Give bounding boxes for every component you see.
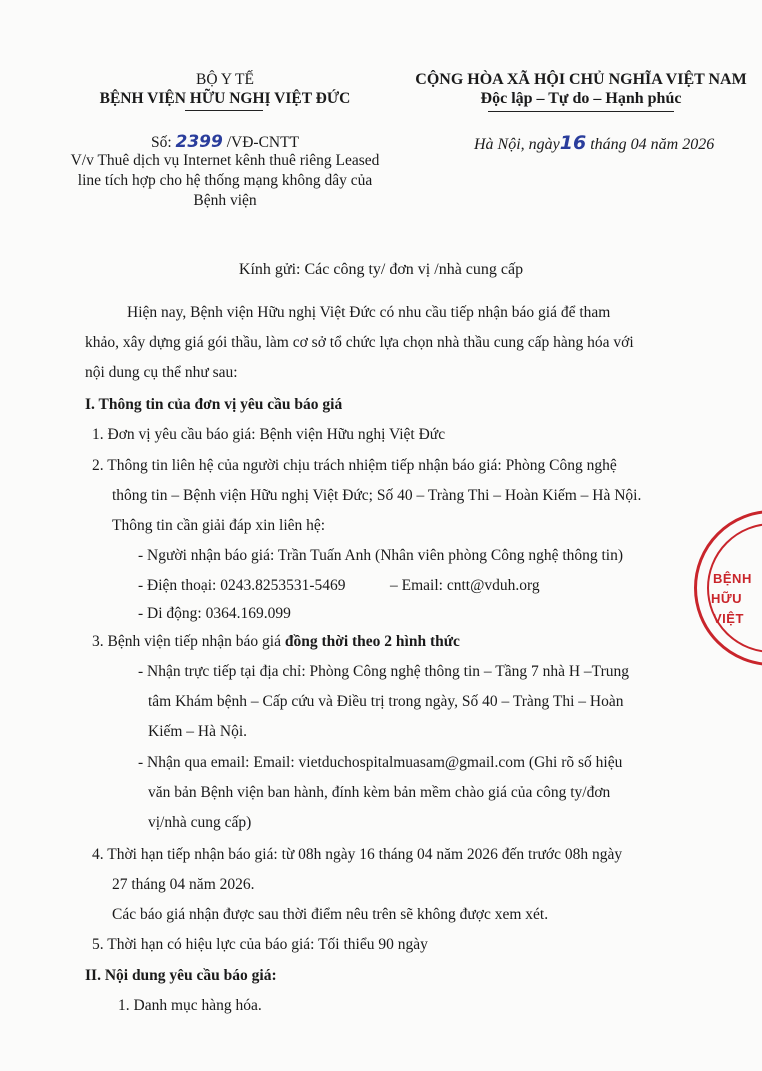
email-line-1: - Nhận qua email: Email: vietduchospitalmuasam@gmail.com (Ghi rõ số hiệu [138, 754, 623, 771]
official-stamp [694, 510, 762, 666]
intro-line-1: Hiện nay, Bệnh viện Hữu nghị Việt Đức có nhu cầu tiếp nhận báo giá để tham [127, 304, 611, 321]
date-prefix: Hà Nội, ngày [474, 136, 560, 153]
date-day-handwritten: 16 [559, 132, 587, 154]
country-motto: Độc lập – Tự do – Hạnh phúc [480, 90, 682, 107]
contact-person: - Người nhận báo giá: Trần Tuấn Anh (Nhân viên phòng Công nghệ thông tin) [138, 547, 624, 564]
hospital-name: BỆNH VIỆN HỮU NGHỊ VIỆT ĐỨC [99, 90, 351, 107]
section-1-title: I. Thông tin của đơn vị yêu cầu báo giá [85, 396, 343, 413]
section-1-item-5: 5. Thời hạn có hiệu lực của báo giá: Tối thiểu 90 ngày [92, 936, 428, 953]
contact-phone: - Điện thoại: 0243.8253531-5469 [138, 577, 346, 594]
section-1-item-2-line-3: Thông tin cần giải đáp xin liên hệ: [112, 517, 326, 534]
doc-number-suffix: /VĐ-CNTT [222, 134, 300, 151]
recipient-line: Kính gửi: Các công ty/ đơn vị /nhà cung cấp [238, 261, 524, 278]
doc-number-handwritten: 2399 [175, 132, 223, 152]
ministry-name: BỘ Y TẾ [196, 71, 254, 88]
section-1-item-3 [92, 634, 460, 650]
section-2-item-1: 1. Danh mục hàng hóa. [118, 997, 262, 1014]
item-3-prefix: 3. Bệnh viện tiếp nhận báo giá [92, 633, 285, 650]
contact-email: – Email: cntt@vduh.org [390, 577, 540, 594]
email-line-3: vị/nhà cung cấp) [148, 814, 252, 831]
country-name: CỘNG HÒA XÃ HỘI CHỦ NGHĨA VIỆT NAM [415, 71, 747, 88]
date-suffix: tháng 04 năm 2026 [586, 136, 715, 153]
subject-line-2: line tích hợp cho hệ thống mạng không dây của [77, 172, 373, 189]
doc-number-label: Số: [150, 134, 176, 151]
section-1-item-2-line-2: thông tin – Bệnh viện Hữu nghị Việt Đức; Số 40 – Tràng Thi – Hoàn Kiếm – Hà Nội. [112, 487, 642, 504]
motto-underline [488, 111, 674, 112]
doc-number [80, 132, 370, 152]
subject-line-3: Bệnh viện [193, 192, 257, 209]
email-line-2: văn bản Bệnh viện ban hành, đính kèm bản mềm chào giá của công ty/đơn [148, 784, 611, 801]
date-line [474, 132, 714, 154]
section-1-item-4-line-1: 4. Thời hạn tiếp nhận báo giá: từ 08h ngày 16 tháng 04 năm 2026 đến trước 08h ngày [92, 846, 623, 863]
section-1-item-2-line-1: 2. Thông tin liên hệ của người chịu trách nhiệm tiếp nhận báo giá: Phòng Công nghệ [92, 457, 617, 474]
section-1-item-4-line-2: 27 tháng 04 năm 2026. [112, 876, 255, 893]
section-1-item-1: 1. Đơn vị yêu cầu báo giá: Bệnh viện Hữu nghị Việt Đức [92, 426, 446, 443]
direct-line-2: tâm Khám bệnh – Cấp cứu và Điều trị trong ngày, Số 40 – Tràng Thi – Hoàn [148, 693, 624, 710]
item-3-bold: đồng thời theo 2 hình thức [284, 633, 460, 650]
official-stamp-inner-ring [707, 523, 762, 653]
direct-line-1: - Nhận trực tiếp tại địa chỉ: Phòng Công nghệ thông tin – Tầng 7 nhà H –Trung [138, 663, 630, 680]
intro-line-3: nội dung cụ thể như sau: [85, 364, 238, 381]
stamp-text-2: HỮU [711, 591, 743, 606]
subject-line-1: V/v Thuê dịch vụ Internet kênh thuê riêng Leased [70, 152, 380, 169]
hospital-underline [185, 110, 263, 111]
direct-line-3: Kiếm – Hà Nội. [148, 723, 248, 740]
contact-mobile: - Di động: 0364.169.099 [138, 605, 291, 622]
intro-line-2: khảo, xây dựng giá gói thầu, làm cơ sở tổ chức lựa chọn nhà thầu cung cấp hàng hóa với [85, 334, 634, 351]
section-1-item-4-note: Các báo giá nhận được sau thời điểm nêu trên sẽ không được xem xét. [112, 906, 549, 923]
section-2-title: II. Nội dung yêu cầu báo giá: [85, 967, 277, 984]
stamp-text-3: VIỆT [713, 611, 744, 626]
stamp-text-1: BỆNH [713, 571, 752, 586]
